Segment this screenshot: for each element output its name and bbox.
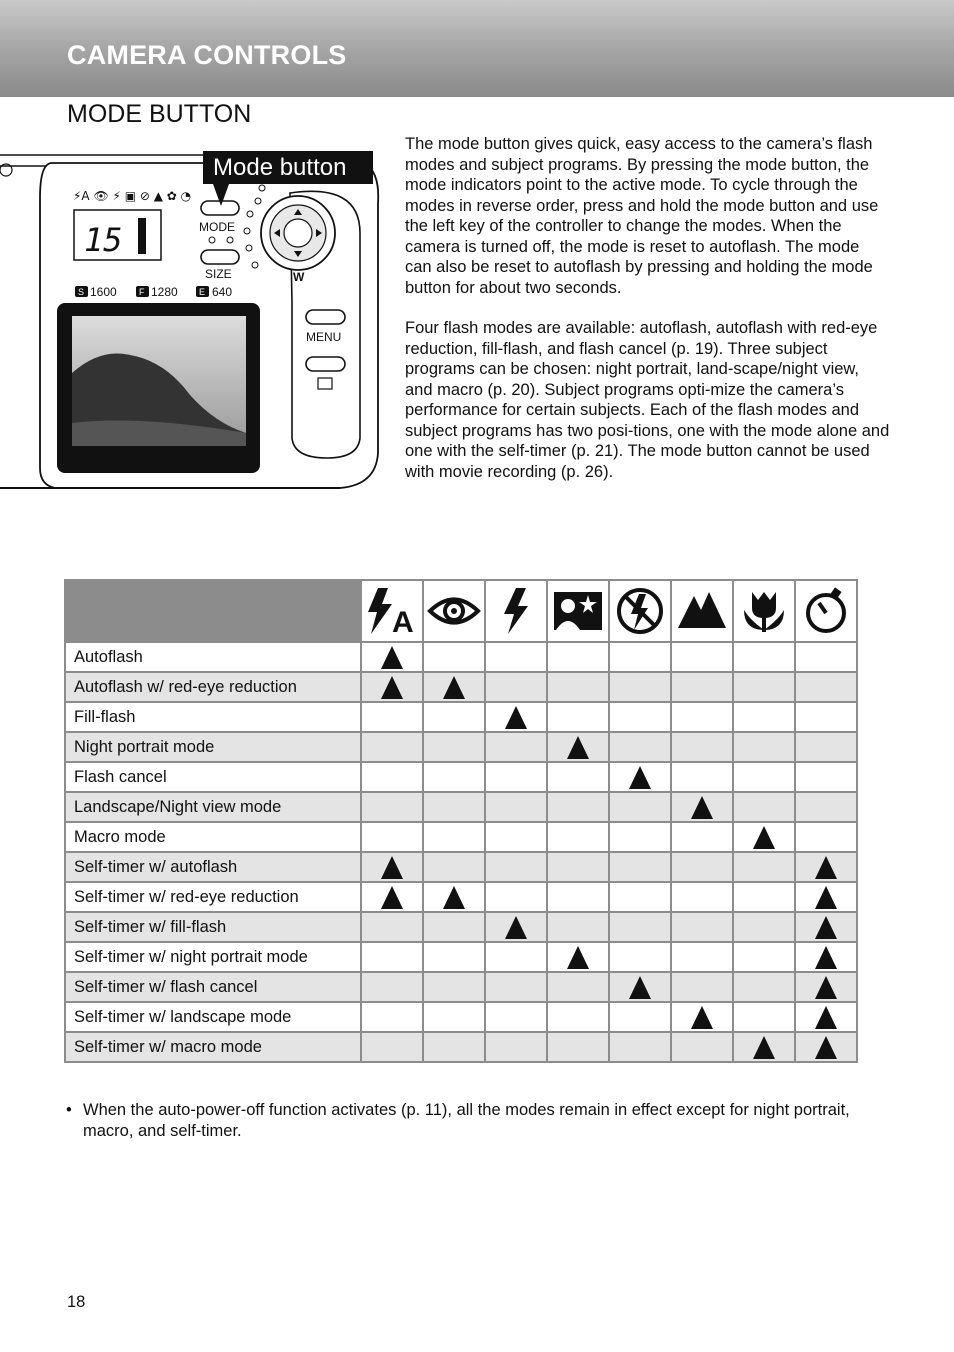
mode-cell (423, 822, 485, 852)
mode-cell (361, 702, 423, 732)
svg-text:MENU: MENU (306, 330, 342, 344)
mode-cell (795, 702, 857, 732)
macro-icon (736, 586, 792, 636)
row-label: Self-timer w/ autoflash (65, 852, 361, 882)
col-landscape (671, 580, 733, 642)
svg-text:F: F (139, 287, 145, 297)
mode-cell (485, 942, 547, 972)
mode-cell (547, 642, 609, 672)
mode-cell (609, 822, 671, 852)
mode-marker-triangle-icon (381, 676, 403, 699)
mode-cell (733, 732, 795, 762)
mode-cell (423, 732, 485, 762)
mode-cell (795, 852, 857, 882)
mode-cell (609, 882, 671, 912)
mode-cell (733, 882, 795, 912)
mode-cell (423, 852, 485, 882)
page-header (0, 0, 954, 97)
menu-button[interactable] (306, 310, 345, 324)
mode-cell (361, 672, 423, 702)
col-autoflash (361, 580, 423, 642)
display-button[interactable] (306, 357, 345, 371)
mode-cell (733, 702, 795, 732)
mode-cell (609, 1032, 671, 1062)
mode-cell (609, 792, 671, 822)
mode-cell (485, 882, 547, 912)
mode-cell (361, 822, 423, 852)
mode-cell (671, 642, 733, 672)
mode-cell (485, 972, 547, 1002)
mode-cell (485, 672, 547, 702)
section-title: MODE BUTTON (67, 100, 252, 128)
mode-cell (423, 972, 485, 1002)
mode-cell (361, 1002, 423, 1032)
row-label: Autoflash w/ red-eye reduction (65, 672, 361, 702)
svg-text:A: A (392, 606, 414, 636)
mode-cell (609, 852, 671, 882)
mode-marker-triangle-icon (629, 976, 651, 999)
night-portrait-icon (550, 586, 606, 636)
mode-cell (795, 792, 857, 822)
svg-text:W: W (293, 270, 305, 284)
mode-cell (671, 912, 733, 942)
mode-marker-triangle-icon (381, 886, 403, 909)
row-label: Self-timer w/ red-eye reduction (65, 882, 361, 912)
mode-cell (547, 852, 609, 882)
mode-cell (485, 852, 547, 882)
mode-cell (733, 822, 795, 852)
mode-cell (485, 912, 547, 942)
note-text: When the auto-power-off function activates (p. 11), all the modes remain in effect except for night portrait, macro, and self-timer. (83, 1101, 850, 1140)
mode-cell (361, 972, 423, 1002)
mode-cell (609, 1002, 671, 1032)
mode-marker-triangle-icon (567, 946, 589, 969)
mode-cell (361, 852, 423, 882)
row-label: Flash cancel (65, 762, 361, 792)
mode-cell (485, 732, 547, 762)
mode-cell (733, 1032, 795, 1062)
svg-text:S: S (78, 287, 85, 297)
row-label: Landscape/Night view mode (65, 792, 361, 822)
svg-text:SIZE: SIZE (205, 267, 232, 281)
mode-cell (547, 732, 609, 762)
mode-marker-triangle-icon (505, 916, 527, 939)
table-row (65, 702, 857, 732)
mode-marker-triangle-icon (815, 946, 837, 969)
mode-cell (547, 762, 609, 792)
mode-cell (671, 762, 733, 792)
mode-marker-triangle-icon (753, 826, 775, 849)
mode-cell (795, 642, 857, 672)
mode-cell (609, 702, 671, 732)
mode-cell (733, 762, 795, 792)
paragraph-mode-button: The mode button gives quick, easy access to the camera’s flash modes and subject programs. By pressing the mode button, the mode indicators point to the active mode. To cycle through the modes in reverse order, press and hold the mode button and use the left key of the controller to change the modes. When the camera is turned off, the mode is reset to autoflash. The mode can also be reset to autoflash by pressing and holding the mode button for about two seconds. (405, 135, 879, 297)
mode-cell (423, 642, 485, 672)
mode-cell (547, 1032, 609, 1062)
mode-marker-triangle-icon (815, 1006, 837, 1029)
mode-cell (795, 1032, 857, 1062)
mode-marker-triangle-icon (815, 856, 837, 879)
svg-text:E: E (199, 287, 206, 297)
table-row (65, 912, 857, 942)
fill-flash-icon (488, 586, 544, 636)
table-row (65, 972, 857, 1002)
table-row (65, 762, 857, 792)
col-flash-cancel (609, 580, 671, 642)
mode-cell (671, 1032, 733, 1062)
mode-cell (423, 762, 485, 792)
mode-cell (361, 912, 423, 942)
mode-cell (547, 942, 609, 972)
mode-cell (361, 792, 423, 822)
mode-cell (671, 972, 733, 1002)
mode-cell (609, 642, 671, 672)
mode-cell (733, 972, 795, 1002)
mode-cell (423, 1002, 485, 1032)
flash-cancel-icon (612, 586, 668, 636)
mode-cell (671, 702, 733, 732)
mode-cell (485, 762, 547, 792)
mode-table-body (65, 642, 857, 1062)
mode-marker-triangle-icon (567, 736, 589, 759)
mode-cell (795, 1002, 857, 1032)
mode-marker-triangle-icon (505, 706, 527, 729)
mode-cell (733, 672, 795, 702)
mode-cell (609, 672, 671, 702)
table-row (65, 792, 857, 822)
mode-cell (609, 732, 671, 762)
mode-marker-triangle-icon (815, 1036, 837, 1059)
col-fill-flash (485, 580, 547, 642)
mode-cell (795, 882, 857, 912)
table-corner (65, 580, 361, 642)
mode-cell (547, 912, 609, 942)
col-night-portrait (547, 580, 609, 642)
mode-cell (671, 882, 733, 912)
mode-marker-triangle-icon (381, 856, 403, 879)
red-eye-icon (426, 586, 482, 636)
table-row (65, 942, 857, 972)
mode-marker-triangle-icon (691, 1006, 713, 1029)
mode-cell (547, 792, 609, 822)
mode-cell (423, 672, 485, 702)
page-header-title: CAMERA CONTROLS (67, 40, 347, 70)
mode-cell (423, 912, 485, 942)
svg-text:⚡A 👁 ⚡ ▣ ⊘ ▲ ✿ ◔: ⚡A 👁 ⚡ ▣ ⊘ ▲ ✿ ◔ (73, 189, 192, 203)
mode-cell (733, 1002, 795, 1032)
mode-cell (423, 1032, 485, 1062)
mode-cell (671, 852, 733, 882)
mode-cell (733, 642, 795, 672)
mode-cell (795, 732, 857, 762)
autoflash-icon (364, 586, 420, 636)
mode-cell (361, 1032, 423, 1062)
mode-cell (609, 762, 671, 792)
table-row (65, 822, 857, 852)
frame-counter: 15 (84, 221, 123, 259)
mode-cell (361, 762, 423, 792)
mode-marker-triangle-icon (691, 796, 713, 819)
mode-cell (485, 642, 547, 672)
col-self-timer (795, 580, 857, 642)
mode-cell (733, 942, 795, 972)
table-row (65, 672, 857, 702)
mode-cell (485, 1032, 547, 1062)
page-number: 18 (67, 1293, 86, 1311)
table-row (65, 852, 857, 882)
mode-cell (547, 882, 609, 912)
svg-text:Mode button: Mode button (213, 154, 347, 181)
mode-marker-triangle-icon (815, 976, 837, 999)
mode-cell (671, 1002, 733, 1032)
mode-cell (485, 1002, 547, 1032)
mode-cell (671, 672, 733, 702)
body-text (405, 134, 890, 502)
mode-cell (423, 942, 485, 972)
mode-cell (795, 672, 857, 702)
mode-cell (361, 942, 423, 972)
mode-cell (485, 822, 547, 852)
row-label: Self-timer w/ night portrait mode (65, 942, 361, 972)
mode-cell (547, 1002, 609, 1032)
mode-cell (671, 822, 733, 852)
mode-marker-triangle-icon (381, 646, 403, 669)
table-row (65, 642, 857, 672)
mode-cell (423, 702, 485, 732)
mode-cell (361, 882, 423, 912)
mode-table-header (65, 580, 857, 642)
mode-marker-triangle-icon (629, 766, 651, 789)
row-label: Self-timer w/ macro mode (65, 1032, 361, 1062)
mode-cell (485, 792, 547, 822)
col-red-eye (423, 580, 485, 642)
svg-text:640: 640 (212, 285, 233, 299)
mode-cell (547, 822, 609, 852)
mode-cell (361, 732, 423, 762)
table-row (65, 882, 857, 912)
paragraph-flash-modes: Four flash modes are available: autoflash, autoflash with red-eye reduction, fill-flash, and flash cancel (p. 19). Three subject programs can be chosen: night portrait, land-scape/night view, and macro (p. 20). Subject programs opti-mize the camera’s performance for certain subjects. Each of the flash modes and subject programs has two posi-tions, one with the mode alone and one with the self-timer (p. 21). The mode button cannot be used with movie recording (p. 26). (405, 319, 890, 481)
mode-cell (547, 702, 609, 732)
mode-table (64, 579, 858, 1063)
mode-cell (423, 882, 485, 912)
mode-cell (795, 822, 857, 852)
svg-text:MODE: MODE (199, 220, 235, 234)
mode-cell (671, 732, 733, 762)
mode-cell (547, 672, 609, 702)
mode-marker-triangle-icon (815, 886, 837, 909)
mode-cell (547, 972, 609, 1002)
row-label: Self-timer w/ fill-flash (65, 912, 361, 942)
mode-cell (671, 792, 733, 822)
mode-cell (609, 912, 671, 942)
col-macro (733, 580, 795, 642)
mode-cell (795, 762, 857, 792)
self-timer-icon (798, 586, 854, 636)
size-button[interactable] (201, 250, 239, 264)
mode-cell (795, 912, 857, 942)
mode-cell (485, 702, 547, 732)
row-label: Self-timer w/ landscape mode (65, 1002, 361, 1032)
mode-cell (733, 912, 795, 942)
mode-cell (423, 792, 485, 822)
row-label: Autoflash (65, 642, 361, 672)
mode-marker-triangle-icon (753, 1036, 775, 1059)
mode-cell (733, 792, 795, 822)
row-label: Night portrait mode (65, 732, 361, 762)
row-label: Fill-flash (65, 702, 361, 732)
table-row (65, 1002, 857, 1032)
camera-back-illustration (0, 133, 395, 498)
mode-cell (609, 972, 671, 1002)
row-label: Macro mode (65, 822, 361, 852)
mode-cell (733, 852, 795, 882)
mode-marker-triangle-icon (815, 916, 837, 939)
mode-cell (795, 942, 857, 972)
table-row (65, 732, 857, 762)
mode-cell (671, 942, 733, 972)
note-bullet: • (66, 1101, 72, 1119)
mode-cell (609, 942, 671, 972)
svg-text:1600: 1600 (90, 285, 117, 299)
mode-cell (795, 972, 857, 1002)
table-row (65, 1032, 857, 1062)
mode-marker-triangle-icon (443, 676, 465, 699)
auto-power-off-note (66, 1100, 886, 1141)
mode-marker-triangle-icon (443, 886, 465, 909)
row-label: Self-timer w/ flash cancel (65, 972, 361, 1002)
svg-text:1280: 1280 (151, 285, 178, 299)
landscape-icon (674, 586, 730, 636)
mode-cell (361, 642, 423, 672)
